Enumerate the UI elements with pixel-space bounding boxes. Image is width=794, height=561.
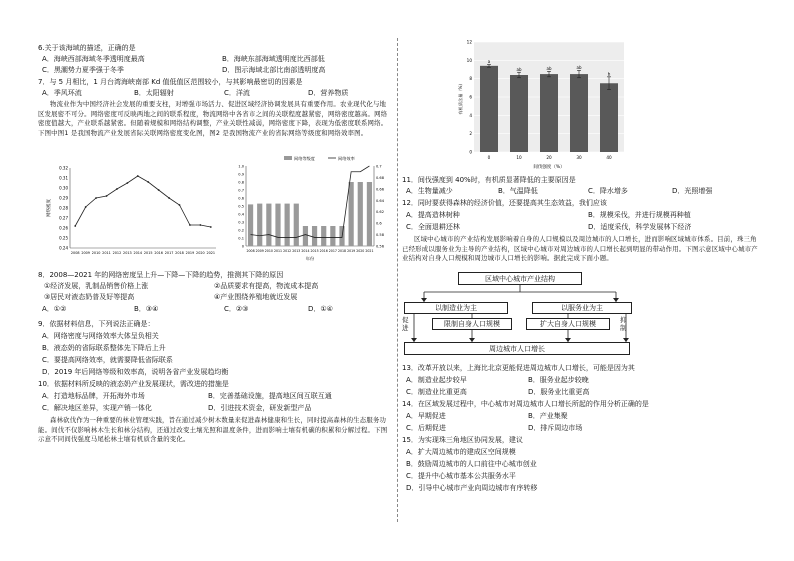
fig1-ytick: 0.26 <box>59 225 68 231</box>
q9-option-c: C．要提高网络效率，就需要降低省际联系 <box>42 356 173 364</box>
fig2-legend-bar-swatch <box>284 156 292 160</box>
diagram-promote-label: 促进 <box>402 316 409 332</box>
fig2-ytick-right: 0.58 <box>376 233 385 238</box>
q9-option-b: B．液态奶的省际联系整体先下降后上升 <box>42 344 166 352</box>
fig2-bar <box>358 182 363 246</box>
fig3-ytick: 2 <box>469 131 472 137</box>
fig2-ytick-right: 0.7 <box>376 164 382 169</box>
column-divider <box>397 38 398 522</box>
q11-stem: 11．间伐强度到 40%时，有机质显著降低的主要原因是 <box>402 176 576 184</box>
fig1-xtick: 2016 <box>154 251 163 255</box>
q8-option-c: C．②③ <box>224 305 249 313</box>
fig2-ytick-left: 0.6 <box>238 196 244 201</box>
fig1-ytick: 0.24 <box>59 245 68 251</box>
fig2-xtick: 2016 <box>319 249 328 253</box>
fig1-ytick: 0.30 <box>59 185 68 191</box>
fig3-xtick: 0 <box>487 155 491 160</box>
fig1-ytick: 0.25 <box>59 235 68 241</box>
fig1-xtick: 2020 <box>196 251 205 255</box>
q13-option-b: B．服务业起步较晚 <box>528 376 589 384</box>
fig2-ytick-left: 0.4 <box>238 212 244 217</box>
fig1-point <box>158 189 160 191</box>
q7-option-c: C．洋流 <box>224 89 250 97</box>
fig2-xtick: 2010 <box>264 249 273 253</box>
diagram-restrain-label: 抑制 <box>620 316 627 332</box>
fig3-significance-letter: ab <box>546 65 552 71</box>
diagram-bottom-box: 周边城市人口增长 <box>404 342 630 355</box>
fig1-ytick: 0.27 <box>59 215 68 221</box>
left-column <box>38 0 394 561</box>
q8-option-d: D．①④ <box>308 305 333 313</box>
fig2-bar <box>266 204 271 246</box>
fig2-xtick: 2013 <box>292 249 301 253</box>
fig3-ylabel: 有机质含量（%） <box>458 81 463 115</box>
fig1-point <box>210 226 212 228</box>
figure-1-network-density <box>44 160 220 260</box>
q7-option-b: B．太阳辐射 <box>134 89 174 97</box>
q6-option-d: D．图示海域北部比南部透明度高 <box>222 66 326 74</box>
fig3-bar <box>600 83 618 152</box>
q10-option-a: A．打造地标品牌，开拓海外市场 <box>42 392 145 400</box>
q12-option-a: A．提高造林树种 <box>406 211 460 219</box>
fig1-point <box>106 195 108 197</box>
fig3-xtick: 40 <box>606 155 612 160</box>
fig1-point <box>147 181 149 183</box>
q14-option-d: D．排斥周边市场 <box>528 424 583 432</box>
fig2-ytick-left: 0.5 <box>238 204 244 209</box>
fig2-xtick: 2019 <box>347 249 356 253</box>
fig2-bar <box>257 204 262 246</box>
q12-option-d: D．适度采伐，科学发展林下经济 <box>588 223 692 231</box>
fig3-bar <box>480 66 498 152</box>
fig2-ytick-left: 0.8 <box>238 180 244 185</box>
fig2-bar <box>321 226 326 246</box>
fig1-point <box>74 225 76 227</box>
fig1-xtick: 2019 <box>185 251 195 255</box>
fig2-ytick-left: 1.0 <box>238 164 244 169</box>
fig2-ytick-left: 0.9 <box>238 172 244 177</box>
q10-stem: 10．依据材料所反映的液态奶产业发展现状，需改进的措施是 <box>38 380 229 388</box>
q14-option-a: A．早期促进 <box>406 412 446 420</box>
diagram-limit-population-box: 限制自身人口规模 <box>432 318 512 330</box>
q6-stem: 6.关于该海域的描述，正确的是 <box>38 44 136 52</box>
fig1-ytick: 0.28 <box>59 205 68 211</box>
industry-structure-diagram <box>402 272 632 362</box>
q9-option-d: D．2019 年后网络等级和效率高，说明各省产业发展趋均衡 <box>42 368 229 376</box>
q15-option-b: B．鼓励周边城市的人口前往中心城市创业 <box>406 460 537 468</box>
fig1-point <box>137 175 139 177</box>
q7-option-d: D．营养物质 <box>308 89 349 97</box>
figure-2-hierarchy-efficiency <box>224 150 394 262</box>
q9-stem: 9．依据材料信息，下列说法正确是： <box>38 320 155 328</box>
fig1-xtick: 2015 <box>143 251 153 255</box>
fig2-bar <box>248 204 253 246</box>
fig1-xtick: 2017 <box>164 251 174 255</box>
fig2-legend-bar: 网络等级度 <box>294 156 315 161</box>
diagram-top-box: 区域中心城市产业结构 <box>458 272 582 285</box>
fig3-xlabel: 间伐强度（%） <box>533 165 565 170</box>
fig2-legend-line: 网络效率 <box>338 156 355 161</box>
fig3-ytick: 10 <box>466 57 472 63</box>
fig3-bar <box>510 75 528 152</box>
fig3-significance-letter: a <box>487 58 491 64</box>
q8-stem: 8．2008—2021 年的网络密度呈上升—下降—下降的趋势，推测其下降的原因 <box>38 271 284 279</box>
fig1-xtick: 2008 <box>70 251 80 255</box>
q7-option-a: A．季风环流 <box>42 89 82 97</box>
fig2-ytick-right: 0.66 <box>376 187 385 192</box>
q10-option-c: C．解决地区差异，实现产销一体化 <box>42 404 152 412</box>
fig3-ytick: 8 <box>469 76 472 82</box>
fig2-ytick-right: 0.68 <box>376 175 385 180</box>
fig2-ytick-left: 0.1 <box>238 236 244 241</box>
fig1-xtick: 2014 <box>133 251 143 255</box>
fig3-ytick: 0 <box>469 149 472 155</box>
fig3-bar <box>570 74 588 152</box>
q15-option-a: A．扩大周边城市的建成区空间规模 <box>406 448 516 456</box>
fig3-bar <box>540 74 558 152</box>
fig1-point <box>85 206 87 208</box>
fig3-significance-letter: ab <box>516 66 522 72</box>
fig2-xtick: 2021 <box>365 249 374 253</box>
fig1-ytick: 0.29 <box>59 195 68 201</box>
q15-option-c: C．提升中心城市基本公共服务水平 <box>406 472 516 480</box>
diagram-service-box: 以服务业为主 <box>532 302 632 314</box>
fig2-xtick: 2009 <box>255 249 264 253</box>
fig1-xtick: 2018 <box>175 251 184 255</box>
fig1-point <box>168 197 170 199</box>
q11-option-a: A．生物量减少 <box>406 187 453 195</box>
q13-option-c: C．制造业比重更高 <box>406 388 467 396</box>
fig2-ytick-left: 0.3 <box>238 220 244 225</box>
fig3-xtick: 30 <box>576 155 582 160</box>
q12-stem: 12．同时要获得森林的经济价值，还要提高其生态效益，我们应该 <box>402 199 607 207</box>
fig2-bar <box>294 204 299 246</box>
fig2-xtick: 2018 <box>337 249 347 253</box>
fig2-ytick-left: 0.2 <box>238 228 244 233</box>
fig2-ytick-left: 0 <box>241 244 244 249</box>
q13-option-a: A．制造业起步较早 <box>406 376 467 384</box>
fig1-ylabel: 网络密度 <box>47 199 52 217</box>
fig2-xtick: 2014 <box>301 249 310 253</box>
q6-option-c: C．黑潮势力夏季强于冬季 <box>42 66 124 74</box>
q7-stem: 7．与 5 月相比，1 月台湾海峡南部 Kd 值低值区范围较小，与其影响最密切的因素是 <box>38 78 303 86</box>
fig1-point <box>199 224 201 226</box>
q8-option-b: B．③④ <box>134 305 159 313</box>
q6-option-a: A．海峡西部海域冬季透明度最高 <box>42 55 145 63</box>
fig1-ytick: 0.32 <box>59 165 68 171</box>
fig1-xtick: 2012 <box>112 251 122 255</box>
fig2-xtick: 2015 <box>310 249 319 253</box>
fig2-ytick-right: 0.62 <box>376 210 385 215</box>
right-column <box>402 0 764 561</box>
fig1-xtick: 2011 <box>102 251 111 255</box>
q8-option-a: A．①② <box>42 305 67 313</box>
passage-city-industry: 区域中心城市的产业结构发展影响着自身的人口规模以及周边城市的人口增长，进而影响区域城市体系。目前，珠三角已经形成以服务业为主导的产业结构，区域中心城市对周边城市的人口增长起到明显的带动作用。下图示意区域中心城市产业结构对自身人口规模和周边城市人口增长的影响。据此完成下面小题。 <box>402 235 758 263</box>
fig3-ytick: 12 <box>466 39 472 45</box>
fig3-ytick: 4 <box>469 112 472 118</box>
diagram-manufacturing-box: 以制造业为主 <box>404 302 508 314</box>
figure-3-soil-organic-matter <box>452 38 652 173</box>
q15-option-d: D．引导中心城市产业向周边城市有序转移 <box>406 484 538 492</box>
diagram-expand-population-box: 扩大自身人口规模 <box>526 318 610 330</box>
fig2-bar <box>303 226 308 246</box>
q9-option-a: A．网络密度与网络效率大体呈负相关 <box>42 332 159 340</box>
fig2-ytick-right: 0.64 <box>376 198 385 203</box>
q8-item-4: ④产业围绕养殖地就近发展 <box>214 293 298 301</box>
fig2-xtick: 2011 <box>273 249 283 253</box>
fig1-point <box>126 182 128 184</box>
q8-item-2: ②品质要求有提高，物流成本提高 <box>214 282 319 290</box>
fig1-xtick: 2013 <box>123 251 132 255</box>
q12-option-c: C．全面退耕还林 <box>406 223 460 231</box>
fig1-point <box>189 224 191 226</box>
fig2-ytick-right: 0.56 <box>376 244 385 249</box>
fig1-ytick: 0.31 <box>59 175 68 181</box>
fig3-ytick: 6 <box>469 94 472 100</box>
q8-item-1: ①经济发展，乳制品销售价格上涨 <box>44 282 149 290</box>
fig3-xtick: 20 <box>546 155 552 160</box>
fig1-point <box>95 197 97 199</box>
fig2-xlabel: 年份 <box>305 256 315 261</box>
q13-option-d: D．服务业比重更高 <box>528 388 590 396</box>
fig3-xtick: 10 <box>516 155 522 160</box>
q15-stem: 15．为实现珠三角地区协同发展，建议 <box>402 436 523 444</box>
q8-item-3: ③居民对液态奶普及好等提高 <box>44 293 135 301</box>
fig2-bar <box>275 204 280 246</box>
q12-option-b: B．规模采伐，并进行规模再种植 <box>588 211 691 219</box>
fig3-significance-letter: ab <box>576 64 582 70</box>
fig1-density-line <box>75 176 211 227</box>
fig2-xtick: 2008 <box>246 249 255 253</box>
fig2-xtick: 2017 <box>328 249 337 253</box>
q11-option-b: B．气温降低 <box>498 187 538 195</box>
q14-option-c: C．后期促进 <box>406 424 446 432</box>
q11-option-c: C．降水增多 <box>588 187 628 195</box>
q6-option-b: B．海峡东部海域透明度比西部低 <box>222 55 325 63</box>
fig1-xtick: 2009 <box>81 251 90 255</box>
fig1-point <box>116 188 118 190</box>
q10-option-b: B．完善基础设施，提高地区间互联互通 <box>208 392 332 400</box>
fig2-xtick: 2020 <box>356 249 365 253</box>
q14-option-b: B．产业集聚 <box>528 412 568 420</box>
fig2-bar <box>349 182 354 246</box>
fig2-ytick-left: 0.7 <box>238 188 244 193</box>
fig2-bar <box>367 182 372 246</box>
q14-stem: 14．在区域发展过程中，中心城市对周边城市人口增长所起的作用分析正确的是 <box>402 400 649 408</box>
fig3-significance-letter: b <box>607 71 611 77</box>
fig1-point <box>179 204 181 206</box>
q13-stem: 13．改革开放以来，上海比北京更能促进周边城市人口增长，可能是因为其 <box>402 364 635 372</box>
fig2-bar <box>285 204 290 246</box>
fig2-bar <box>312 226 317 246</box>
fig2-ytick-right: 0.6 <box>376 221 382 226</box>
fig2-bar <box>330 226 335 246</box>
fig1-xtick: 2021 <box>206 251 216 255</box>
q10-option-d: D．引进技术资金，研发新型产品 <box>208 404 312 412</box>
q11-option-d: D．光照增强 <box>672 187 713 195</box>
fig2-xtick: 2012 <box>283 249 292 253</box>
passage-logistics: 物流业作为中国经济社会发展的重要支柱，对增强市场活力、促进区域经济协调发展具有重要作用。农业现代化与地区发展密不可分。网络密度可反映两地之间的联系程度，物流网络中各省市之间的关联程度越紧密，网络密度越高。网络密度值越大，产业联系越紧密。但随着规模和网络结构调整，产业关联性减弱，网络密度下降，表现为低密度联系网络。下图中图1 是我国物流产业发展省际关联网络密度变化图，图2 是我国物流产业的省际网络等级度和网络效率图。 <box>38 100 388 137</box>
fig1-xtick: 2010 <box>91 251 101 255</box>
passage-forest-thinning: 森林砍伐作为一种重要的林业管理实践，旨在通过减少树木数量来促进森林健康和生长，同时提高森林的生态服务功能。间伐不仅影响林木生长和林分结构，还通过改变土壤光照和温度条件，进而影响土壤有机碳的积累和分解过程。下图示意不同间伐强度马尾松林土壤有机质含量的变化。 <box>38 416 388 444</box>
